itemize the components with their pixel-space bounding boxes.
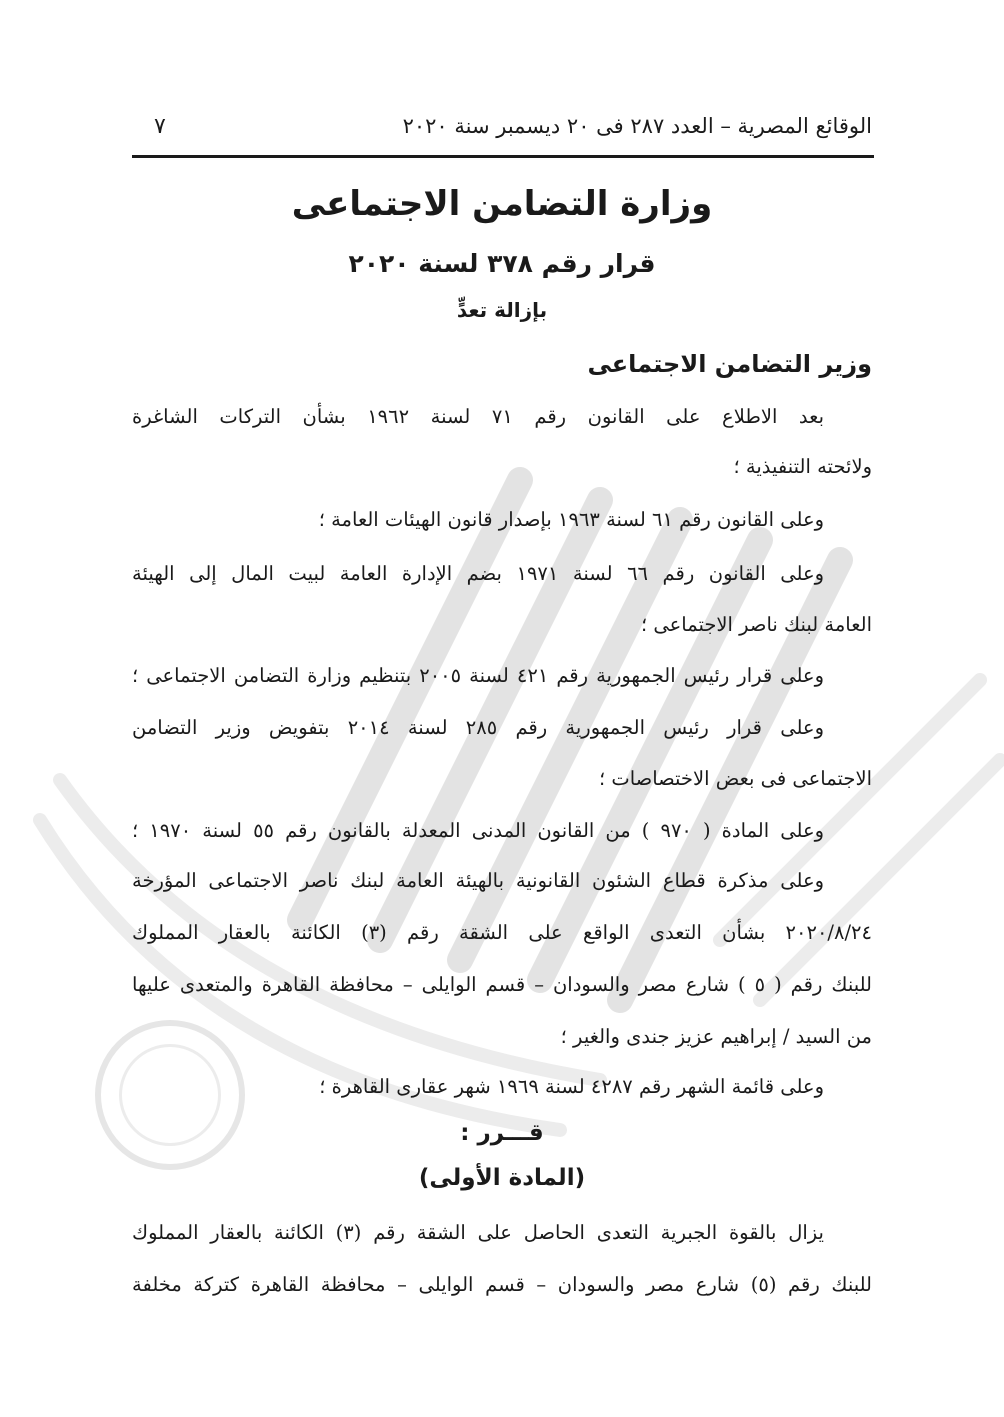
body-line: وعلى قائمة الشهر رقم ٤٢٨٧ لسنة ١٩٦٩ شهر عقارى القاهرة ؛ bbox=[319, 1075, 824, 1098]
body-line: وعلى قرار رئيس الجمهورية رقم ٢٨٥ لسنة ٢٠١٤ بتفويض وزير التضامن bbox=[132, 716, 824, 739]
decided-heading: قـــرر : bbox=[460, 1120, 544, 1146]
body-line: للبنك رقم ( ٥ ) شارع مصر والسودان – قسم الوايلى – محافظة القاهرة والمتعدى عليها bbox=[132, 973, 872, 996]
header-title: الوقائع المصرية – العدد ٢٨٧ فى ٢٠ ديسمبر سنة ٢٠٢٠ bbox=[402, 114, 872, 138]
body-line: ولائحته التنفيذية ؛ bbox=[733, 455, 872, 478]
body-line: وعلى المادة ( ٩٧٠ ) من القانون المدنى المعدلة بالقانون رقم ٥٥ لسنة ١٩٧٠ ؛ bbox=[132, 819, 824, 842]
body-line: الاجتماعى فى بعض الاختصاصات ؛ bbox=[598, 767, 872, 790]
body-line: وعلى القانون رقم ٦١ لسنة ١٩٦٣ بإصدار قانون الهيئات العامة ؛ bbox=[318, 508, 824, 531]
body-line: ٢٠٢٠/٨/٢٤ بشأن التعدى الواقع على الشقة رقم (٣) الكائنة بالعقار المملوك bbox=[132, 921, 872, 944]
article-line: للبنك رقم (٥) شارع مصر والسودان – قسم الوايلى – محافظة القاهرة كتركة مخلفة bbox=[132, 1273, 872, 1296]
body-line: وعلى القانون رقم ٦٦ لسنة ١٩٧١ بضم الإدارة العامة لبيت المال إلى الهيئة bbox=[132, 562, 824, 585]
minister-heading: وزير التضامن الاجتماعى bbox=[587, 350, 872, 378]
body-line: وعلى قرار رئيس الجمهورية رقم ٤٢١ لسنة ٢٠٠٥ بتنظيم وزارة التضامن الاجتماعى ؛ bbox=[132, 664, 824, 687]
article-line: يزال بالقوة الجبرية التعدى الحاصل على الشقة رقم (٣) الكائنة بالعقار المملوك bbox=[132, 1221, 824, 1244]
running-header bbox=[132, 110, 872, 152]
article-title: (المادة الأولى) bbox=[418, 1165, 586, 1191]
header-rule bbox=[132, 155, 874, 158]
body-line: العامة لبنك ناصر الاجتماعى ؛ bbox=[640, 613, 872, 636]
ministry-title: وزارة التضامن الاجتماعى bbox=[291, 184, 713, 224]
body-line: وعلى مذكرة قطاع الشئون القانونية بالهيئة العامة لبنك ناصر الاجتماعى المؤرخة bbox=[132, 869, 824, 892]
page-number: ٧ bbox=[154, 114, 166, 139]
body-line: من السيد / إبراهيم عزيز جندى والغير ؛ bbox=[560, 1025, 872, 1048]
decree-subject: بإزالة تعدٍّ bbox=[456, 298, 548, 322]
decree-title: قرار رقم ٣٧٨ لسنة ٢٠٢٠ bbox=[348, 249, 656, 278]
body-line: بعد الاطلاع على القانون رقم ٧١ لسنة ١٩٦٢ بشأن التركات الشاغرة bbox=[132, 405, 825, 428]
